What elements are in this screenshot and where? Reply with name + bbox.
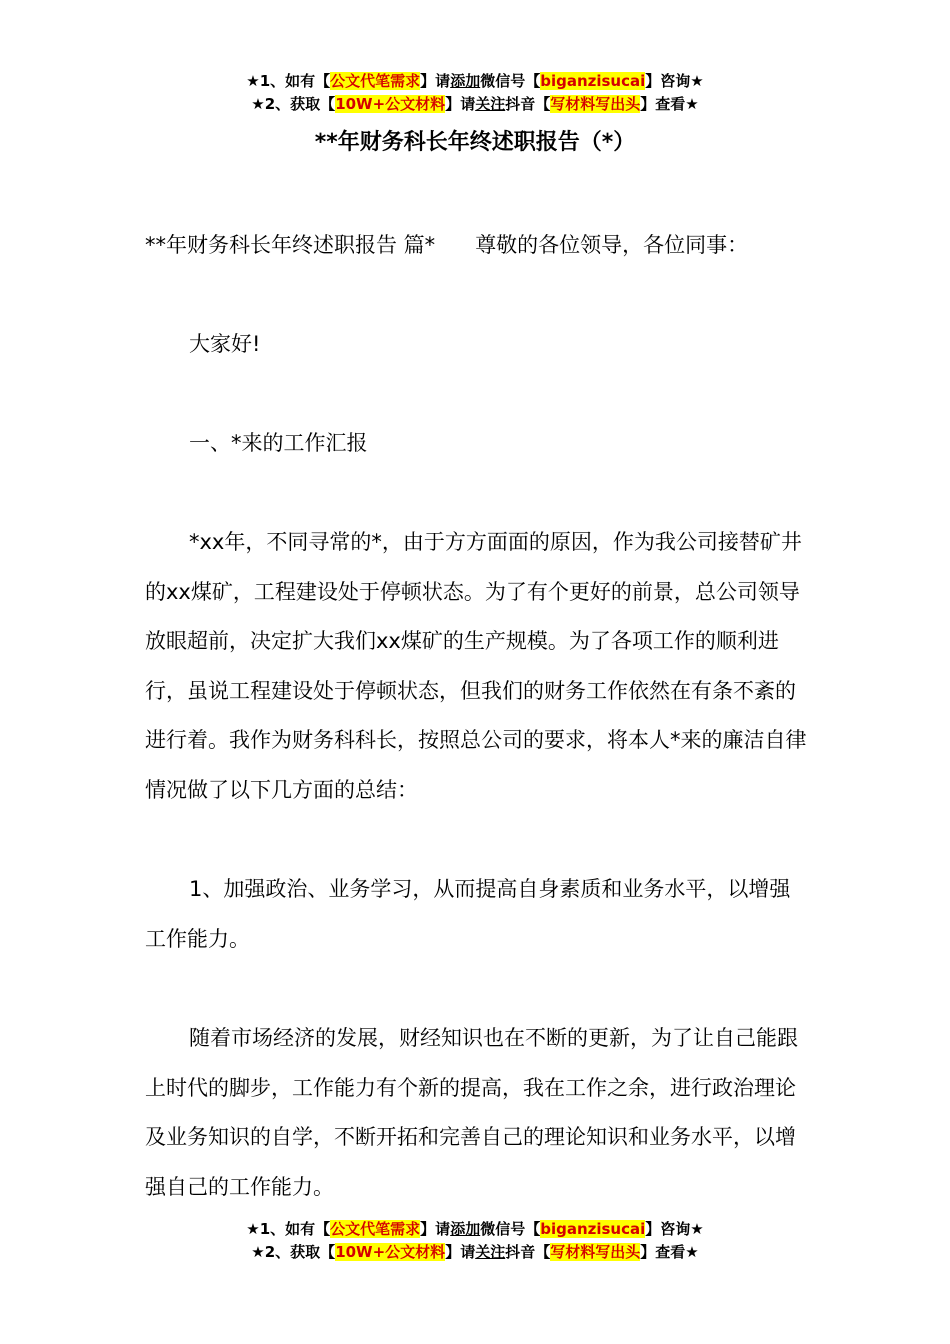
promo-line-1	[0, 70, 950, 93]
promo-text: 】请	[420, 1220, 451, 1238]
promo-text: ★2、获取【	[251, 1243, 336, 1261]
promo-text: 】咨询★	[645, 72, 704, 90]
promo-text: ★1、如有【	[246, 72, 331, 90]
intro-line	[145, 221, 810, 271]
body-paragraph: 随着市场经济的发展，财经知识也在不断的更新，为了让自己能跟上时代的脚步，工作能力有个新的提高，我在工作之余，进行政治理论及业务知识的自学，不断开拓和完善自己的理论知识和业务水平，以增强自己的工作能力。	[145, 1026, 798, 1199]
promo-underline: 添加	[450, 72, 481, 90]
promo-underline: 关注	[475, 1243, 506, 1261]
promo-line-1	[0, 1218, 950, 1241]
promo-line-2	[0, 1241, 950, 1264]
promo-text: 】查看★	[640, 1243, 699, 1261]
salutation: 尊敬的各位领导，各位同事：	[475, 233, 749, 257]
promo-douyin-id: 写材料写出头	[550, 95, 641, 113]
promo-text: ★1、如有【	[246, 1220, 331, 1238]
header-promo-banner	[0, 70, 950, 116]
promo-text: 】查看★	[640, 95, 699, 113]
promo-text: 抖音【	[505, 95, 551, 113]
promo-text: 抖音【	[505, 1243, 551, 1261]
promo-text: 】咨询★	[645, 1220, 704, 1238]
promo-douyin-id: 写材料写出头	[550, 1243, 641, 1261]
footer-promo-banner	[0, 1218, 950, 1264]
promo-highlight: 公文代笔需求	[330, 1220, 421, 1238]
promo-text: 】请	[420, 72, 451, 90]
promo-text: ★2、获取【	[251, 95, 336, 113]
section-heading: 一、*来的工作汇报	[189, 431, 368, 455]
promo-line-2	[0, 93, 950, 116]
promo-highlight: 10W+公文材料	[335, 95, 446, 113]
promo-text: 】请	[445, 1243, 476, 1261]
greeting: 大家好!	[189, 332, 261, 356]
promo-wechat-id: biganzisucai	[540, 1220, 646, 1238]
promo-underline: 添加	[450, 1220, 481, 1238]
promo-text: 】请	[445, 95, 476, 113]
list-item: 1、加强政治、业务学习，从而提高自身素质和业务水平，以增强工作能力。	[145, 877, 791, 951]
intro-subtitle: **年财务科长年终述职报告 篇*	[145, 233, 436, 257]
promo-wechat-id: biganzisucai	[540, 72, 646, 90]
body-paragraph: *xx年，不同寻常的*，由于方方面面的原因，作为我公司接替矿井的xx煤矿，工程建设处于停顿状态。为了有个更好的前景，总公司领导放眼超前，决定扩大我们xx煤矿的生产规模。为了各项工作的顺利进行，虽说工程建设处于停顿状态，但我们的财务工作依然在有条不紊的进行着。我作为财务科科长，按照总公司的要求，将本人*来的廉洁自律情况做了以下几方面的总结：	[145, 530, 807, 802]
promo-text: 微信号【	[480, 1220, 541, 1238]
promo-highlight: 10W+公文材料	[335, 1243, 446, 1261]
promo-text: 微信号【	[480, 72, 541, 90]
document-title: **年财务科长年终述职报告（*）	[314, 130, 636, 155]
promo-highlight: 公文代笔需求	[330, 72, 421, 90]
promo-underline: 关注	[475, 95, 506, 113]
